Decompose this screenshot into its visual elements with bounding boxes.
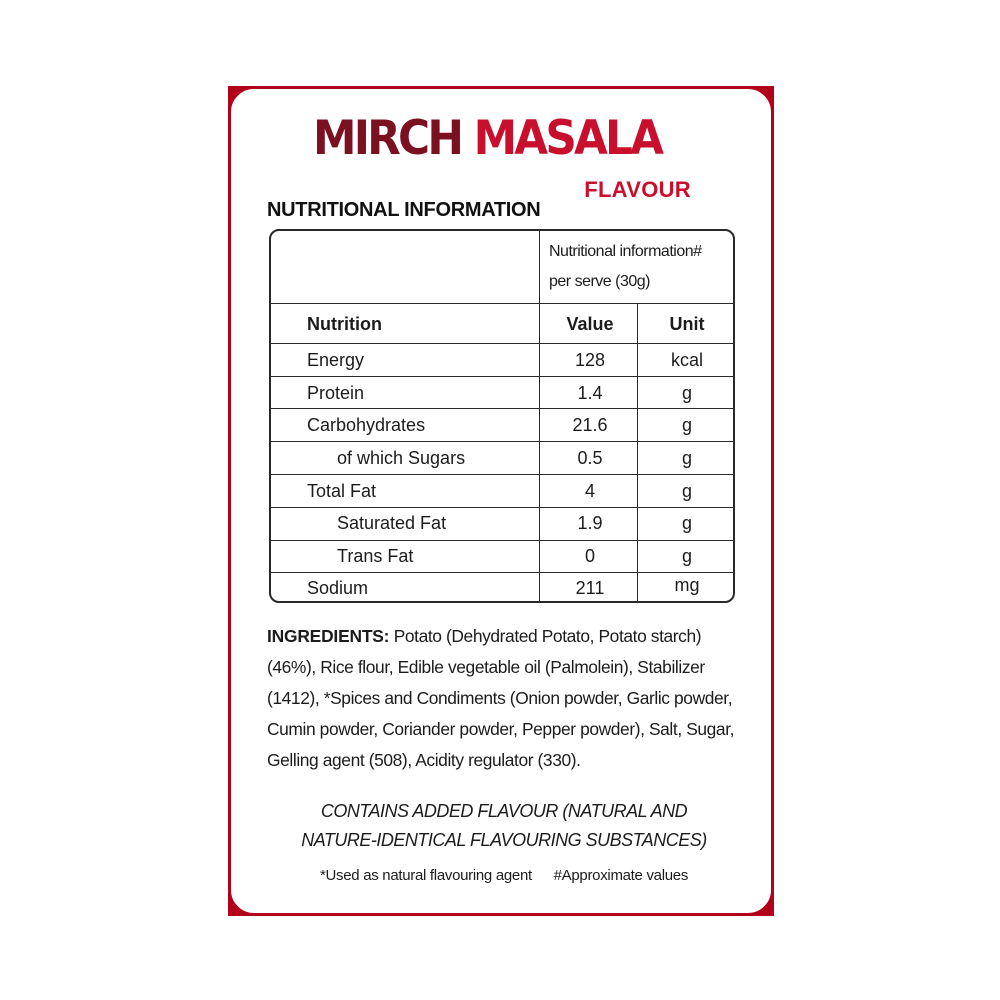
- serving-note-line1: Nutritional information#: [549, 243, 702, 260]
- title-masala: MASALA: [473, 111, 662, 166]
- row-divider: [271, 474, 733, 475]
- footnote-approx: #Approximate values: [553, 867, 689, 884]
- column-header-unit: Unit: [669, 314, 705, 334]
- nutrient-name: Protein: [307, 383, 365, 403]
- nutrient-unit: g: [681, 383, 692, 403]
- nutrient-name: of which Sugars: [337, 448, 466, 468]
- nutrient-unit: g: [681, 513, 692, 533]
- nutrition-table: [269, 229, 735, 603]
- contains-flavour-statement: [261, 797, 747, 855]
- nutrient-value: 128: [574, 350, 606, 370]
- nutrient-name: Sodium: [307, 578, 369, 598]
- flavour-subtitle: FLAVOUR: [584, 177, 691, 202]
- row-divider: [271, 507, 733, 508]
- nutrient-name: Total Fat: [307, 481, 377, 501]
- product-title: [313, 111, 662, 166]
- nutrient-value: 4: [584, 481, 595, 501]
- footnotes: [261, 867, 747, 884]
- row-divider: [271, 540, 733, 541]
- nutrition-label-card: [228, 86, 774, 916]
- section-heading: NUTRITIONAL INFORMATION: [267, 199, 541, 221]
- nutrient-value: 1.4: [577, 383, 603, 403]
- contains-line: NATURE-IDENTICAL FLAVOURING SUBSTANCES): [301, 830, 707, 850]
- title-mirch: MIRCH: [313, 111, 462, 166]
- nutrient-unit: mg: [674, 575, 700, 595]
- nutrient-unit: g: [681, 415, 692, 435]
- nutrient-value: 0: [584, 546, 595, 566]
- row-divider: [271, 343, 733, 344]
- row-divider: [271, 408, 733, 409]
- row-divider: [271, 441, 733, 442]
- nutrient-name: Energy: [307, 350, 365, 370]
- nutrient-value: 211: [575, 578, 605, 598]
- nutrient-unit: g: [681, 448, 692, 468]
- contains-line: CONTAINS ADDED FLAVOUR (NATURAL AND: [320, 801, 688, 821]
- nutrient-value: 1.9: [577, 513, 603, 533]
- ingredients-text: Potato (Dehydrated Potato, Potato starch) (46%), Rice flour, Edible vegetable oil (Palmolein), Stabilizer (1412), *Spices and Condiments (Onion powder, Garlic powder, Cumin powder, Coriander powder, Pepper powder), Salt, Sugar, Gelling agent (508), Acidity regulator (330).: [267, 626, 735, 770]
- nutrient-name: Saturated Fat: [337, 513, 447, 533]
- nutrient-name: Carbohydrates: [307, 415, 426, 435]
- nutrient-unit: kcal: [670, 350, 703, 370]
- ingredients-block: [267, 621, 743, 776]
- nutrient-name: Trans Fat: [337, 546, 414, 566]
- nutrient-value: 21.6: [572, 415, 608, 435]
- footnote-spices: *Used as natural flavouring agent: [319, 867, 532, 884]
- row-divider: [271, 376, 733, 377]
- row-divider: [271, 572, 733, 573]
- ingredients-label: INGREDIENTS:: [267, 626, 390, 646]
- column-divider: [539, 231, 540, 601]
- nutrient-unit: g: [681, 481, 692, 501]
- row-divider: [271, 303, 733, 304]
- serving-note-line2: per serve (30g): [549, 273, 650, 290]
- column-header-nutrition: Nutrition: [307, 314, 382, 334]
- nutrient-value: 0.5: [577, 448, 603, 468]
- column-header-value: Value: [566, 314, 614, 334]
- nutrient-unit: g: [681, 546, 692, 566]
